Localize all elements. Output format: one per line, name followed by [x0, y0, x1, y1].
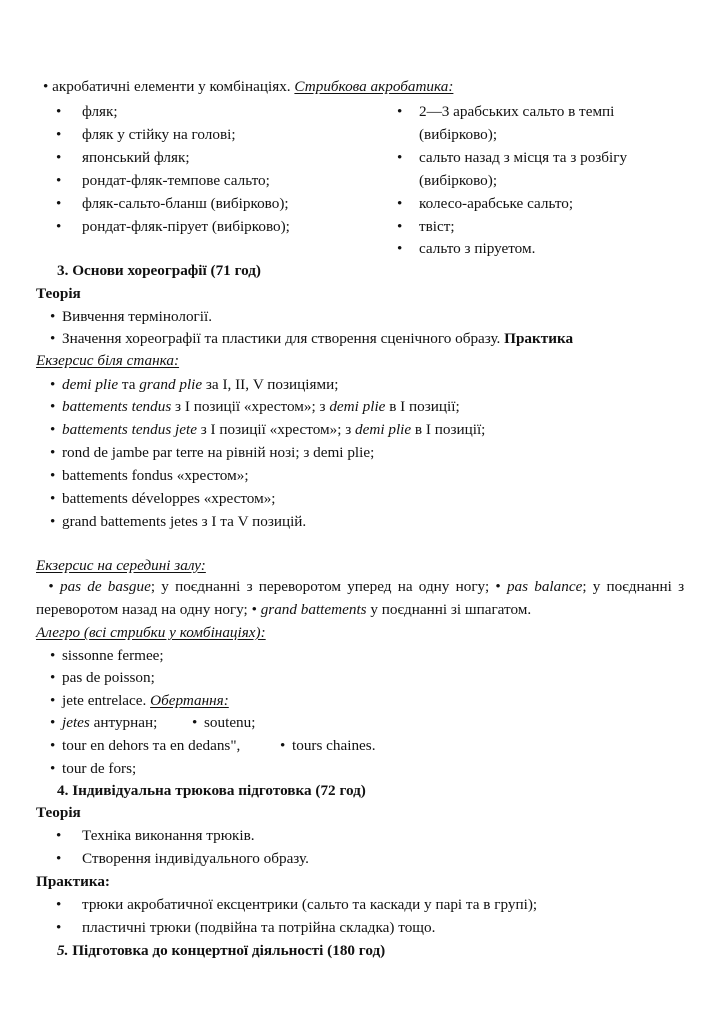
list-item: • battements tendus jete з І позиції «хрестом»; з demi plie в І позиції;	[50, 421, 486, 438]
list-item: • сальто з піруетом.	[397, 240, 536, 257]
list-item: • фляк-сальто-бланш (вибірково);	[56, 195, 289, 212]
list-item: • demi plie та grand plie за І, ІІ, V позиціями;	[50, 376, 339, 393]
turns-heading: Обертання:	[150, 692, 229, 709]
list-item: • сальто назад з місця та з розбігу	[397, 149, 628, 166]
acro-intro-line	[43, 78, 453, 96]
list-item: • pas de poisson;	[50, 669, 155, 686]
list-item: • Створення індивідуального образу.	[56, 850, 309, 867]
list-item: • sissonne fermee;	[50, 647, 164, 664]
list-item: • колесо-арабське сальто;	[397, 195, 574, 212]
list-item: • jete entrelace. Обертання:	[50, 692, 229, 709]
list-item: • рондат-фляк-темпове сальто;	[56, 172, 270, 189]
bullet: •	[43, 78, 53, 95]
section-3-heading: 3. Основи хореографії (71 год)	[57, 262, 261, 279]
list-item: • трюки акробатичної ексцентрики (сальто та каскади у парі та в групі);	[56, 896, 538, 913]
acro-jump-heading: Стрибкова акробатика:	[294, 78, 454, 95]
barre-heading: Екзерсис біля станка:	[36, 352, 180, 369]
list-item: • rond de jambe par terre на рівній нозі; з demi plie;	[50, 444, 375, 461]
practice-label: Практика	[504, 330, 574, 347]
list-item: • Вивчення термінології.	[50, 308, 212, 325]
list-item: • рондат-фляк-пірует (вибірково);	[56, 218, 290, 235]
allegro-heading: Алегро (всі стрибки у комбінаціях):	[36, 624, 266, 641]
practice-label: Практика:	[36, 873, 110, 890]
theory-label: Теорія	[36, 285, 81, 302]
center-exercises-paragraph: • pas de basgue; у поєднанні з переворотом уперед на одну ногу; • pas balance; у поєднанні з переворотом назад на одну ногу; • grand battements у поєднанні зі шпагатом.	[36, 578, 685, 618]
list-item: • battements tendus з І позиції «хрестом»; з demi plie в І позиції;	[50, 398, 460, 415]
center-heading: Екзерсис на середині залу:	[36, 557, 206, 574]
list-item: • фляк у стійку на голові;	[56, 126, 236, 143]
list-item: • tour en dehors та en dedans",	[50, 737, 241, 754]
list-item: • Значення хореографії та пластики для створення сценічного образу. Практика	[50, 330, 574, 347]
list-item: • tour de fors;	[50, 760, 137, 777]
acro-intro-text: акробатичні елементи у комбінаціях.	[52, 78, 291, 95]
list-item: • Техніка виконання трюків.	[56, 827, 255, 844]
list-item: • battements fondus «хрестом»;	[50, 467, 249, 484]
list-item: • фляк;	[56, 103, 118, 120]
list-item: • battements développes «хрестом»;	[50, 490, 276, 507]
list-item: • твіст;	[397, 218, 455, 235]
list-item: • grand battements jetes з І та V позицій.	[50, 513, 307, 530]
list-item: • японський фляк;	[56, 149, 190, 166]
list-item: • tours chaines.	[280, 737, 376, 754]
theory-label: Теорія	[36, 804, 81, 821]
list-item: • пластичні трюки (подвійна та потрійна складка) тощо.	[56, 919, 436, 936]
list-item: • soutenu;	[192, 714, 256, 731]
section-4-heading: 4. Індивідуальна трюкова підготовка (72 год)	[57, 782, 366, 799]
list-item: • jetes антурнан;	[50, 714, 158, 731]
list-item-continued: (вибірково);	[419, 172, 498, 189]
list-item: • 2—3 арабських сальто в темпі	[397, 103, 615, 120]
section-5-heading: 5. Підготовка до концертної діяльності (180 год)	[57, 942, 386, 959]
list-item-continued: (вибірково);	[419, 126, 498, 143]
